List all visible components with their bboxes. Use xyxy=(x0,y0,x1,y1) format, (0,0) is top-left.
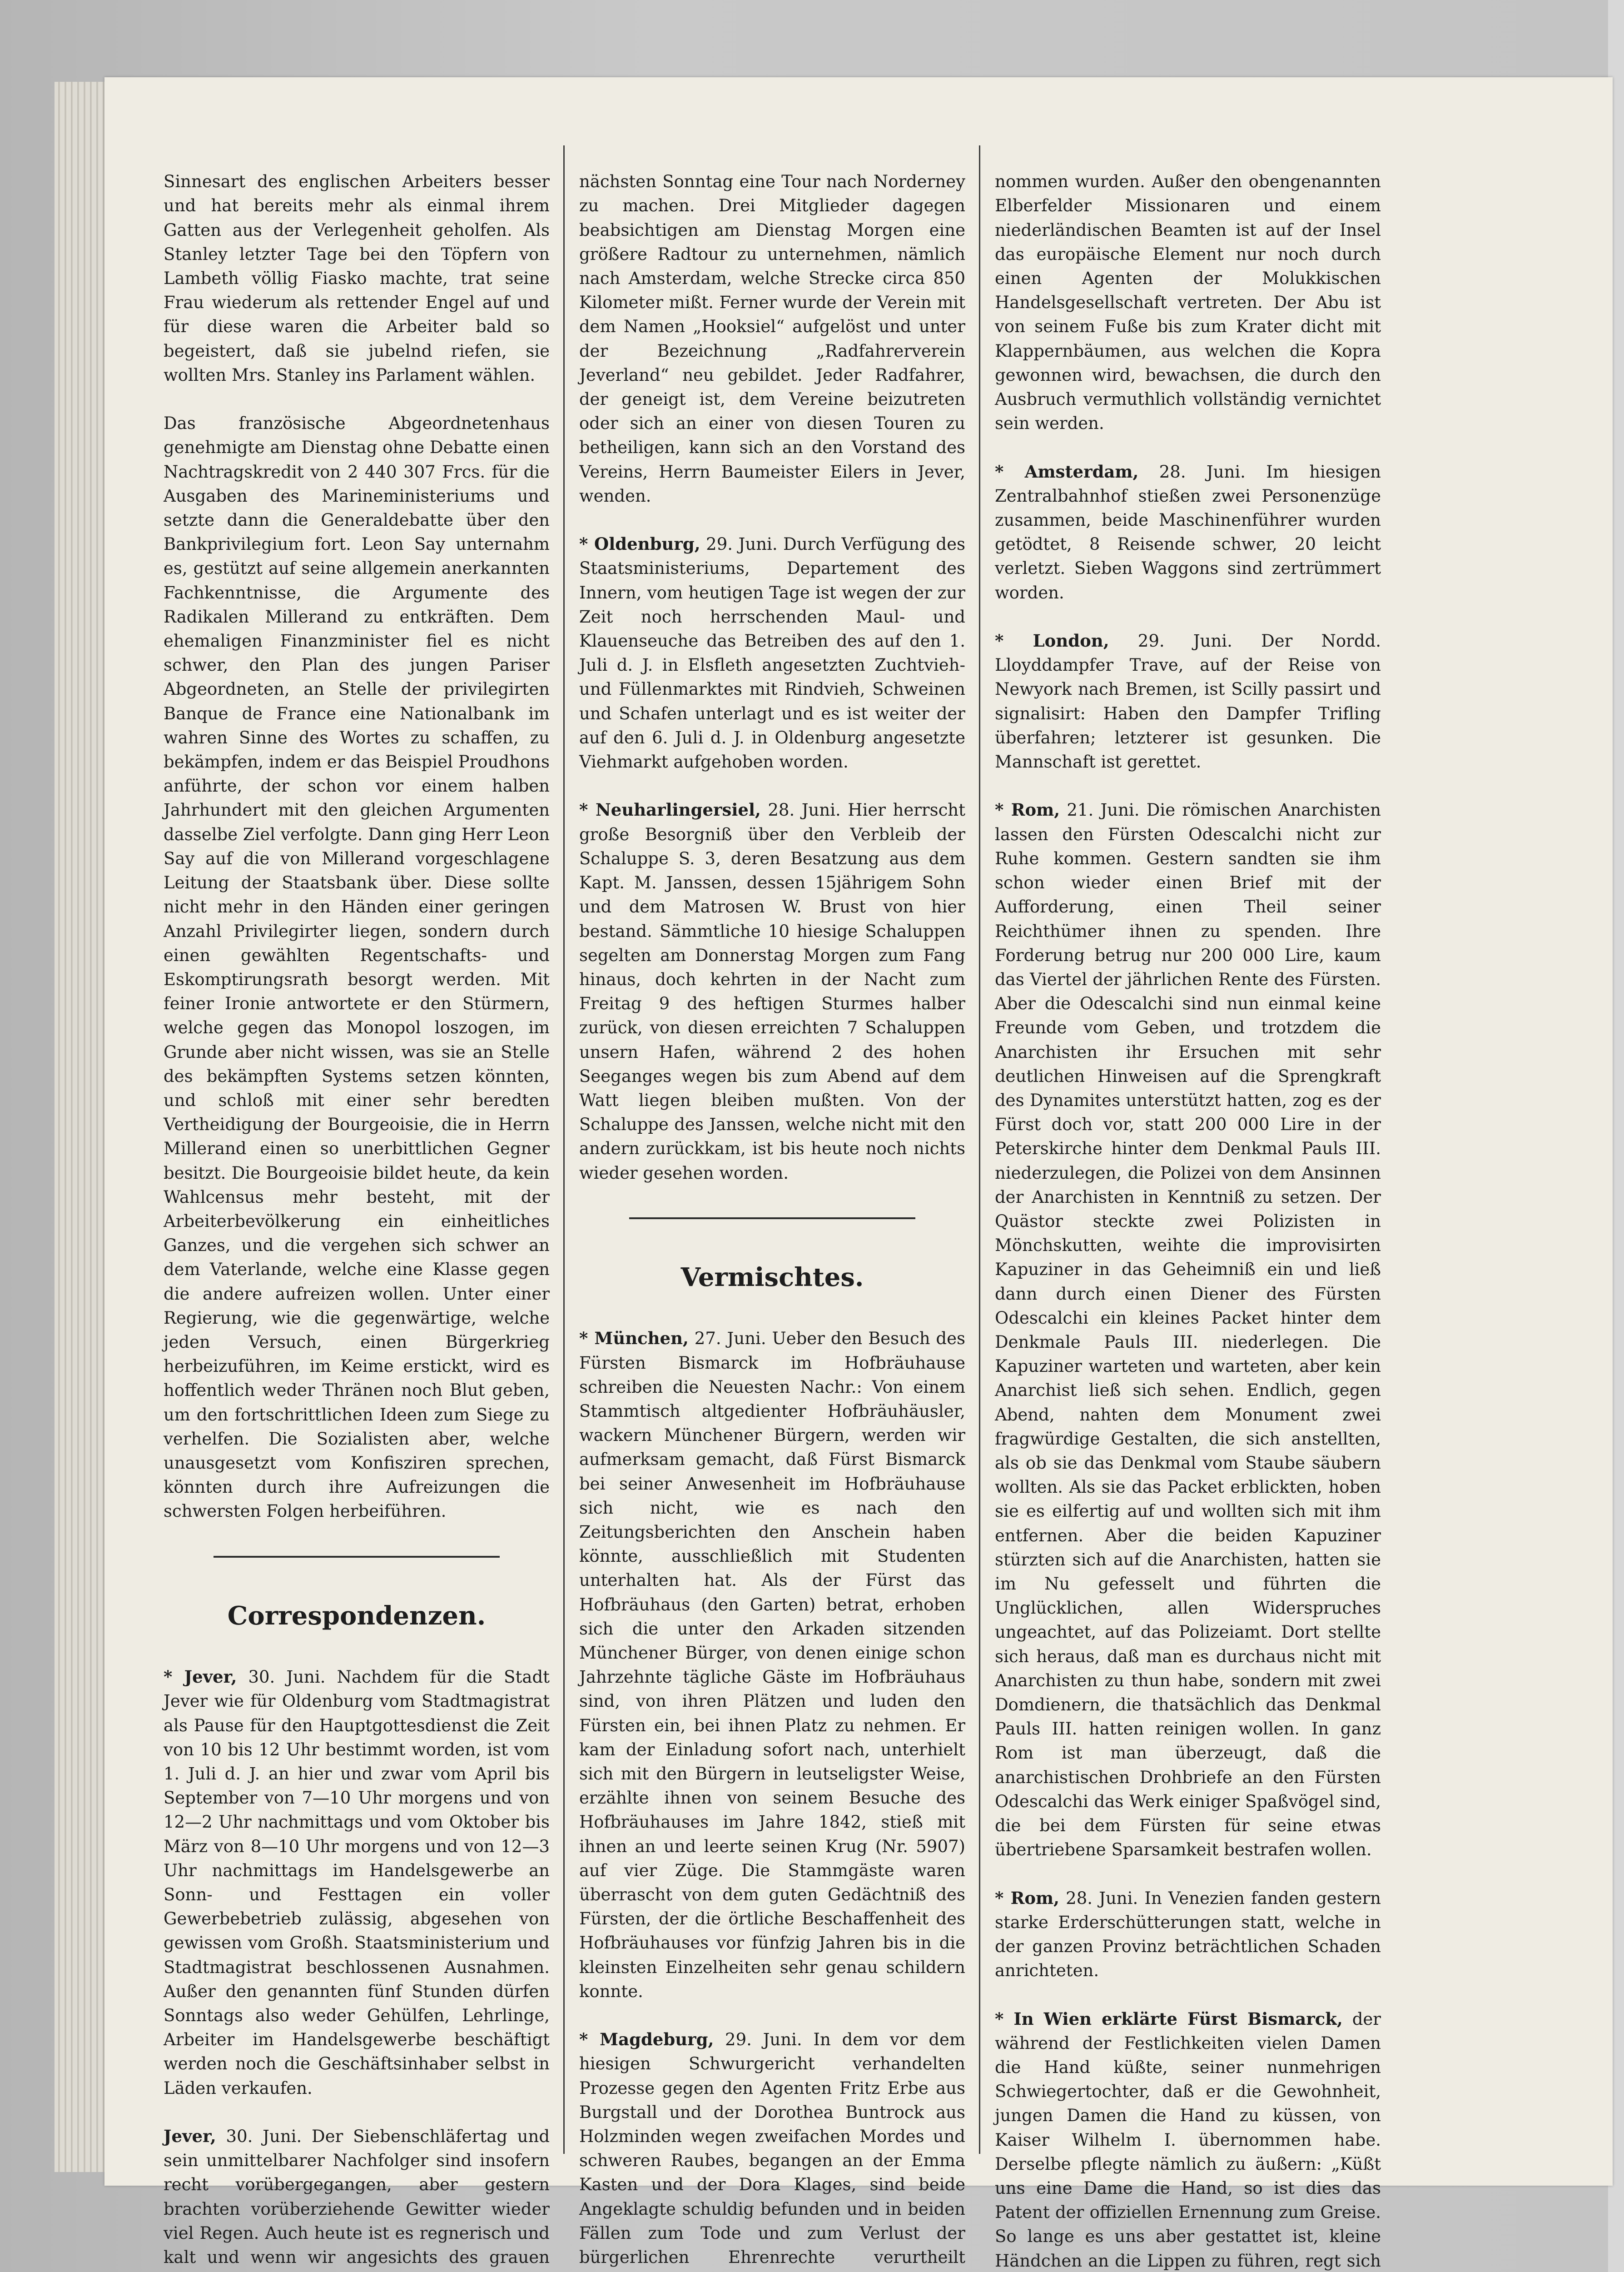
dateline-rom-2: * Rom, xyxy=(995,1888,1060,1908)
article-muenchen xyxy=(579,1326,965,2003)
article-bismarck-wien-body: der während der Festlichkeiten vielen Damen die Hand küßte, seiner nunmehrigen Schwiegertochter, daß er die Gewohnheit, jungen Damen die Hand zu küssen, von Kaiser Wilhelm I. übernommen habe. Derselbe pflegte nämlich zu äußern: „Küßt uns eine Dame die Hand, so ist dies das Patent der offiziellen Ernennung zum Greise. So lange es uns aber gestattet ist, kleine Händchen an die Lippen zu führen, regt sich xyxy=(995,2009,1381,2271)
article-jever-sunday xyxy=(164,1665,550,2100)
article-amsterdam-train xyxy=(995,460,1381,605)
dateline-muenchen: * München, xyxy=(579,1328,689,1349)
article-oldenburg-body: 29. Juni. Durch Verfügung des Staatsministeriums, Departement des Innern, vom heutigen Tage ist wegen der zur Zeit noch herrschenden Maul- und Klauenseuche das Betreiben des auf den 1. Juli d. J. in Elsfleth angesetzten Zuchtvieh- und Füllenmarktes mit Rindvieh, Schweinen und Schafen unterlagt und es ist weiter der auf den 6. Juli d. J. in Oldenburg angesetzte Viehmarkt aufgehoben worden. xyxy=(579,534,965,772)
article-london-body: 29. Juni. Der Nordd. Lloyddampfer Trave, auf der Reise von Newyork nach Bremen, ist Scilly passirt und signalisirt: Haben den Dampfer Trifling überfahren; letzterer ist gesunken. Die Mannschaft ist gerettet. xyxy=(995,631,1381,772)
dateline-jever-2: Jever, xyxy=(164,2126,216,2147)
article-magdeburg-body: 29. Juni. In dem vor dem hiesigen Schwurgericht verhandelten Prozesse gegen den Agenten Fritz Erbe aus Burgstall und der Dorothea Buntrock aus Holzminden wegen zweifachen Mordes und schweren Raubes, begangen an der Emma Kasten und der Dora Klages, sind beide Angeklagte schuldig befunden und in beiden Fällen zum Tode und zum Verlust der bürgerlichen Ehrenrechte verurtheilt xyxy=(579,2030,965,2267)
dateline-rom: * Rom, xyxy=(995,800,1060,820)
dateline-jever: * Jever, xyxy=(164,1667,237,1687)
article-bismarck-wien xyxy=(995,2007,1381,2272)
section-heading-vermischtes: Vermischtes. xyxy=(680,1262,864,1293)
article-neuharlingersiel-body: 28. Juni. Hier herrscht große Besorgniß über den Verbleib der Schaluppe S. 3, deren Besatzung aus dem Kapt. M. Janssen, dessen 15jährigem Sohn und dem Matrosen W. Brust von hier bestand. Sämmtliche 10 hiesige Schaluppen segelten am Donnerstag Morgen zum Fang hinaus, doch kehrten in der Nacht zum Freitag 9 des heftigen Sturmes halber zurück, von diesen erreichten 7 Schaluppen unsern Hafen, während 2 des hohen Seeganges wegen bis zum Abend auf dem Watt liegen bleiben mußten. Von der Schaluppe des Janssen, welche nicht mit den andern zurückkam, ist bis heute noch nichts wieder gesehen worden. xyxy=(579,800,965,1183)
article-radfahrerverein-cont: nächsten Sonntag eine Tour nach Norderney zu machen. Drei Mitglieder dagegen beabsichtigen am Dienstag Morgen eine größere Radtour zu unternehmen, nämlich nach Amsterdam, welche Strecke circa 850 Kilometer mißt. Ferner wurde der Verein mit dem Namen „Hooksiel“ aufgelöst und unter der Bezeichnung „Radfahrerverein Jeverland“ neu gebildet. Jeder Radfahrer, der geneigt ist, dem Vereine beizutreten oder sich an einer von diesen Touren zu betheiligen, kann sich an den Vorstand des Vereins, Herrn Baumeister Eilers in Jever, wenden. xyxy=(579,172,965,506)
article-rom-anarchists-body: 21. Juni. Die römischen Anarchisten lassen den Fürsten Odescalchi nicht zur Ruhe kommen. Gestern sandten sie ihm schon wieder einen Brief mit der Aufforderung, einen Theil seiner Reichthümer ihnen zu spenden. Ihre Forderung betrug nur 200 000 Lire, kaum das Viertel der jährlichen Rente des Fürsten. Aber die Odescalchi sind nun einmal keine Freunde vom Geben, und trotzdem die Anarchisten ihr Ersuchen mit sehr deutlichen Hinweisen auf die Sprengkraft des Dynamites unterstützt hatten, zog es der Fürst doch vor, statt 200 000 Lire in der Peterskirche hinter dem Denkmal Pauls III. niederzulegen, die Polizei von dem Ansinnen der Anarchisten in Kenntniß zu setzen. Der Quästor steckte zwei Polizisten in Mönchskutten, weihte die improvisirten Kapuziner in das Geheimniß ein und ließ dann durch einen Diener des Fürsten Odescalchi ein kleines Packet hinter dem Denkmale Pauls III. niederlegen. Die Kapuziner warteten und warteten, aber kein Anarchist ließ sich sehen. Endlich, gegen Abend, nahten dem Monument zwei fragwürdige Gestalten, die sich anstellten, als ob sie das Denkmal vom Staube säubern wollten. Als sie das Packet erblickten, hoben sie es eilfertig auf und wollten sich mit ihm entfernen. Aber die beiden Kapuziner stürzten sich auf die Anarchisten, hatten sie im Nu gefesselt und führten die Unglücklichen, allen Widerspruches ungeachtet, auf das Polizeiamt. Dort stellte sich heraus, daß man es durchaus nicht mit Anarchisten zu thun habe, sondern mit zwei Domdienern, die thatsächlich das Denkmal Pauls III. hatten reinigen wollen. In ganz Rom ist man überzeugt, daß die anarchistischen Drohbriefe an den Fürsten Odescalchi das Werk einiger Spaßvögel sind, die bei dem Fürsten für seine etwas übertriebene Sparsamkeit bestrafen wollen. xyxy=(995,800,1381,1860)
article-london xyxy=(995,629,1381,774)
column-1 xyxy=(164,145,550,2267)
article-jever-weather xyxy=(164,2124,550,2272)
article-neuharlingersiel xyxy=(579,798,965,1185)
dateline-amsterdam-2: * Amsterdam, xyxy=(995,461,1139,482)
newspaper-page xyxy=(104,77,1613,2271)
column-divider-1 xyxy=(563,145,565,2154)
article-muenchen-body: 27. Juni. Ueber den Besuch des Fürsten Bismarck im Hofbräuhause schreiben die Neuesten Nachr.: Von einem Stammtisch altgedienter Hofbräuhäusler, wackern Münchener Bürgern, werden wir aufmerksam gemacht, daß Fürst Bismarck bei seiner Anwesenheit im Hofbräuhause sich nicht, wie es nach den Zeitungsberichten den Anschein haben könnte, ausschließlich mit Studenten unterhalten hat. Als der Fürst das Hofbräuhaus (den Garten) betrat, erhoben sich die unter den Arkaden sitzenden Münchener Bürger, von denen einige schon Jahrzehnte tägliche Gäste im Hofbräuhaus sind, von ihren Plätzen und luden den Fürsten ein, bei ihnen Platz zu nehmen. Er kam der Einladung sofort nach, unterhielt sich mit den Bürgern in leutseligster Weise, erzählte ihnen von seinem Besuche des Hofbräuhauses im Jahre 1842, stieß mit ihnen an und leerte seinen Krug (Nr. 5907) auf vier Züge. Die Stammgäste waren überrascht von dem guten Gedächtniß des Fürsten, der die örtliche Beschaffenheit des Hofbräuhauses vor fünfzig Jahren bis in die kleinsten Einzelheiten sehr genau schildern konnte. xyxy=(579,1329,966,2001)
section-rule-2 xyxy=(629,1217,915,1219)
column-divider-2 xyxy=(979,145,980,2154)
article-rom-anarchists xyxy=(995,798,1381,1862)
article-oldenburg xyxy=(579,532,965,774)
dateline-london: * London, xyxy=(995,631,1109,651)
dateline-oldenburg: * Oldenburg, xyxy=(579,534,700,554)
article-magdeburg xyxy=(579,2028,965,2272)
dateline-bismarck: * In Wien erklärte Fürst Bismarck, xyxy=(995,2008,1343,2029)
column-2 xyxy=(579,145,966,2267)
section-heading-correspondenzen: Correspondenzen. xyxy=(227,1600,486,1631)
article-amsterdam-train-body: 28. Juni. Im hiesigen Zentralbahnhof stießen zwei Personenzüge zusammen, beide Maschinenführer wurden getödtet, 8 Reisende schwer, 20 leicht verletzt. Sieben Waggons sind zertrümmert worden. xyxy=(995,462,1381,603)
article-french-chamber: Das französische Abgeordnetenhaus genehmigte am Dienstag ohne Debatte einen Nachtragskredit von 2 440 307 Frcs. für die Ausgaben des Marineministeriums und setzte dann die Generaldebatte über den Bankprivilegium fort. Leon Say unternahm es, gestützt auf seine allgemein anerkannten Fachkenntnisse, die Argumente des Radikalen Millerand zu entkräften. Dem ehemaligen Finanzminister fiel es nicht schwer, den Plan des jungen Pariser Abgeordneten, an Stelle der privilegirten Banque de France eine Nationalbank im wahren Sinne des Wortes zu schaffen, zu bekämpfen, indem er das Beispiel Proudhons anführte, der schon vor einem halben Jahrhundert mit den gleichen Argumenten dasselbe Ziel verfolgte. Dann ging Herr Leon Say auf die von Millerand vorgeschlagene Leitung der Staatsbank über. Diese sollte nicht mehr in den Händen einer geringen Anzahl Privilegirter liegen, sondern durch einen gewählten Regentschafts- und Eskomptirungsrath besorgt werden. Mit feiner Ironie antwortete er den Stürmern, welche gegen das Monopol loszogen, im Grunde aber nicht wissen, was sie an Stelle des bekämpften Systems setzen könnten, und schloß mit einer sehr beredten Vertheidigung der Bourgeoisie, die in Herrn Millerand einen so unerbittlichen Gegner besitzt. Die Bourgeoisie bildet heute, da kein Wahlcensus mehr besteht, mit der Arbeiterbevölkerung ein einheitliches Ganzes, und die vergehen sich schwer an dem Vaterlande, welche eine Klasse gegen die andere aufreizen wollen. Unter einer Regierung, wie die gegenwärtige, welche jeden Versuch, einen Bürgerkrieg herbeizuführen, im Keime erstickt, wird es hoffentlich weder Thränen noch Blut geben, um den fortschrittlichen Ideen zum Siege zu verhelfen. Die Sozialisten aber, welche unausgesetzt vom Konfisziren sprechen, könnten durch ihre Aufreizungen die schwersten Folgen herbeiführen. xyxy=(164,414,550,1521)
article-jever-sunday-body: 30. Juni. Nachdem für die Stadt Jever wie für Oldenburg vom Stadtmagistrat als Pause für den Hauptgottesdienst die Zeit von 10 bis 12 Uhr bestimmt worden, ist vom 1. Juli d. J. an hier und zwar vom April bis September von 7—10 Uhr morgens und von 12—2 Uhr nachmittags und vom Oktober bis März von 8—10 Uhr morgens und von 12—3 Uhr nachmittags im Handelsgewerbe an Sonn- und Festtagen ein voller Gewerbebetrieb zulässig, abgesehen von gewissen vom Großh. Staatsministerium und Stadtmagistrat beschlossenen Ausnahmen. Außer den genannten fünf Stunden dürfen Sonntags also weder Gehülfen, Lehrlinge, Arbeiter im Handelsgewerbe beschäftigt werden noch die Geschäftsinhaber selbst in Läden verkaufen. xyxy=(164,1667,550,2098)
dateline-neuharlingersiel: * Neuharlingersiel, xyxy=(579,800,761,820)
book-page-edges xyxy=(55,82,108,2172)
column-3 xyxy=(995,145,1381,2271)
article-rom-earthquake-body: 28. Juni. In Venezien fanden gestern starke Erderschütterungen statt, welche in der ganzen Provinz beträchtlichen Schaden anrichteten. xyxy=(995,1888,1381,1981)
dateline-magdeburg: * Magdeburg, xyxy=(579,2029,714,2050)
article-stanley-end: Sinnesart des englischen Arbeiters besser und hat bereits mehr als einmal ihrem Gatten aus der Verlegenheit geholfen. Als Stanley letzter Tage bei den Töpfern von Lambeth völlig Fiasko machte, trat seine Frau wiederum als rettender Engel auf und für diese waren die Arbeiter bald so begeistert, daß sie jubelnd riefen, sie wollten Mrs. Stanley ins Parlament wählen. xyxy=(164,172,550,385)
article-amsterdam-volcano-cont: nommen wurden. Außer den obengenannten Elberfelder Missionaren und einem niederländischen Beamten ist auf der Insel das europäische Element nur noch durch einen Agenten der Molukkischen Handelsgesellschaft vertreten. Der Abu ist von seinem Fuße bis zum Krater dicht mit Klappernbäumen, aus welchen die Kopra gewonnen wird, bewachsen, die durch den Ausbruch vermuthlich vollständig vernichtet sein werden. xyxy=(995,172,1381,433)
article-jever-weather-body: 30. Juni. Der Siebenschläfertag und sein unmittelbarer Nachfolger sind insofern recht vorübergegangen, aber gestern brachten vorüberziehende Gewitter wieder viel Regen. Auch heute ist es regnerisch und kalt und wenn wir angesichts des grauen xyxy=(164,2127,550,2267)
section-rule xyxy=(214,1556,500,1558)
article-rom-earthquake xyxy=(995,1886,1381,1983)
